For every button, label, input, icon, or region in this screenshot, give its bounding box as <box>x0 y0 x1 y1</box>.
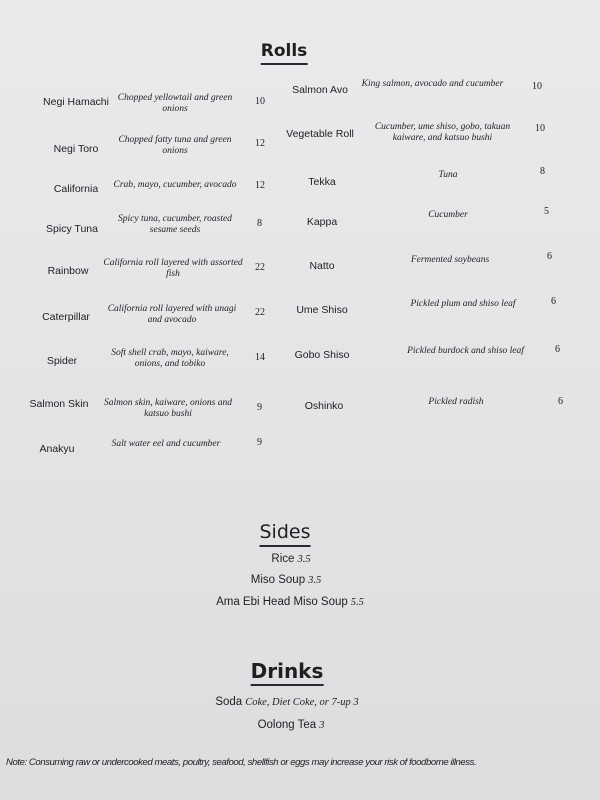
menu-item-name: Negi Toro <box>53 143 99 155</box>
side-item-name: Miso Soup <box>250 574 306 586</box>
menu-item-price: 9 <box>257 402 262 413</box>
menu-item-description: Salmon skin, kaiware, onions and katsuo bushi <box>104 398 232 419</box>
menu-item-price: 6 <box>558 396 563 407</box>
drink-item-name: Oolong Tea <box>257 719 317 731</box>
menu-item-description: Chopped yellowtail and green onions <box>117 93 233 114</box>
menu-item-name: Spicy Tuna <box>46 223 98 235</box>
menu-item-name: Salmon Avo <box>292 84 348 96</box>
menu-item-name: Oshinko <box>304 400 344 412</box>
menu-item-price: 10 <box>255 96 265 107</box>
menu-item-price: 12 <box>255 180 265 191</box>
drink-item-price: 3 <box>319 720 325 731</box>
menu-item-description: Cucumber <box>428 210 468 220</box>
drinks-heading: Drinks <box>251 660 324 686</box>
menu-item-description: Soft shell crab, mayo, kaiware, onions, and tobiko <box>111 348 229 369</box>
menu-item-price: 22 <box>255 307 265 318</box>
side-item-price: 3.5 <box>297 554 311 565</box>
menu-item-description: California roll layered with unagi and avocado <box>107 304 237 325</box>
menu-item-name: Negi Hamachi <box>43 96 109 108</box>
menu-item-name: Rainbow <box>47 265 89 277</box>
menu-item-description: California roll layered with assorted fish <box>103 258 243 279</box>
side-item <box>0 596 590 608</box>
menu-item-price: 8 <box>540 166 545 177</box>
menu-item-name: California <box>53 183 99 195</box>
menu-item-price: 22 <box>255 262 265 273</box>
menu-item-description: Pickled radish <box>428 397 484 407</box>
drink-item-note: Coke, Diet Coke, or 7-up 3 <box>245 697 359 708</box>
menu-item-description: Cucumber, ume shiso, gobo, takuan kaiware, and katsuo bushi <box>374 122 511 143</box>
side-item <box>0 574 586 586</box>
sides-heading: Sides <box>260 522 311 547</box>
menu-item-name: Kappa <box>306 216 338 228</box>
menu-item-price: 5 <box>544 206 549 217</box>
drink-item <box>0 696 587 708</box>
footer-note: Note: Consuming raw or undercooked meats, poultry, seafood, shellfish or eggs may increase your risk of foodborne illness. <box>6 757 477 768</box>
menu-item-name: Spider <box>46 355 78 367</box>
drink-item-name: Soda <box>215 696 243 708</box>
menu-item-price: 6 <box>555 344 560 355</box>
menu-item-name: Ume Shiso <box>296 304 348 316</box>
menu-item-name: Vegetable Roll <box>286 128 354 140</box>
menu-item-description: Salt water eel and cucumber <box>111 439 221 449</box>
menu-item-price: 8 <box>257 218 262 229</box>
side-item <box>0 553 591 565</box>
rolls-heading: Rolls <box>261 42 308 65</box>
menu-item-description: Pickled burdock and shiso leaf <box>407 346 524 356</box>
menu-item-price: 6 <box>551 296 556 307</box>
menu-item-price: 6 <box>547 251 552 262</box>
menu-item-price: 10 <box>535 123 545 134</box>
side-item-name: Ama Ebi Head Miso Soup <box>216 596 348 608</box>
menu-item-name: Caterpillar <box>42 311 90 323</box>
menu-item-price: 14 <box>255 352 265 363</box>
menu-item-description: Fermented soybeans <box>410 255 490 265</box>
menu-item-description: Spicy tuna, cucumber, roasted sesame seeds <box>118 214 232 235</box>
menu-item-name: Gobo Shiso <box>294 349 350 361</box>
menu-item-description: Crab, mayo, cucumber, avocado <box>113 180 237 190</box>
drink-item <box>0 719 591 731</box>
menu-item-description: King salmon, avocado and cucumber <box>361 79 504 89</box>
menu-item-name: Natto <box>309 260 335 272</box>
menu-item-description: Tuna <box>438 170 458 180</box>
menu-item-description: Chopped fatty tuna and green onions <box>118 135 232 156</box>
side-item-price: 5.5 <box>350 597 364 608</box>
side-item-price: 3.5 <box>308 575 322 586</box>
menu-item-description: Pickled plum and shiso leaf <box>410 299 516 309</box>
menu-item-price: 10 <box>532 81 542 92</box>
side-item-name: Rice <box>271 553 295 565</box>
menu-item-price: 9 <box>257 437 262 448</box>
menu-item-name: Tekka <box>308 176 336 188</box>
menu-item-name: Salmon Skin <box>29 398 89 410</box>
menu-item-price: 12 <box>255 138 265 149</box>
menu-item-name: Anakyu <box>39 443 75 455</box>
